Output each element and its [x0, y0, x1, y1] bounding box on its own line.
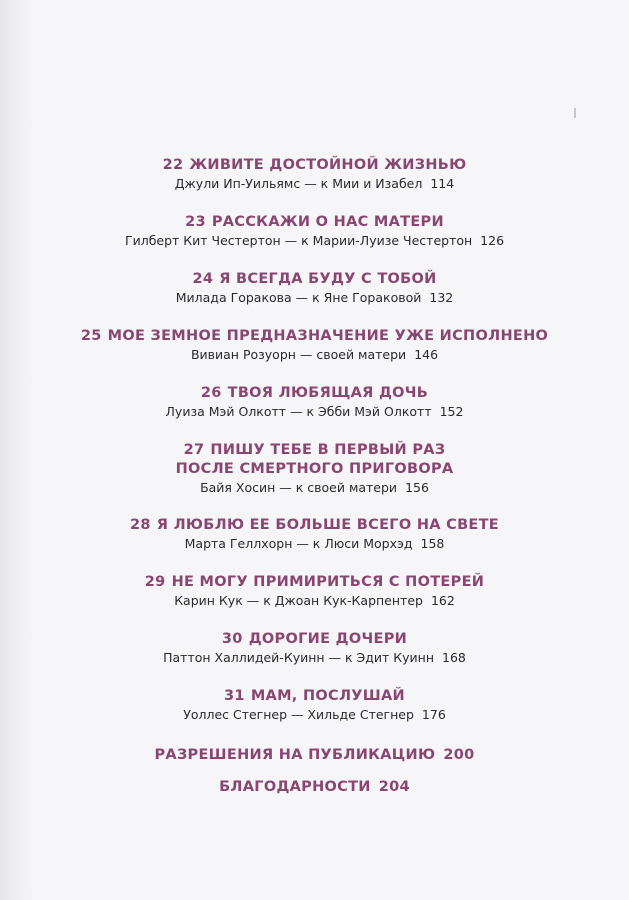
chapter-heading: [0, 270, 629, 289]
toc-entry-30[interactable]: [0, 630, 629, 687]
chapter-title: НЕ МОГУ ПРИМИРИТЬСЯ С ПОТЕРЕЙ: [171, 574, 485, 590]
toc-entry-26[interactable]: [0, 384, 629, 441]
chapter-subtitle: Уоллес Стегнер — Хильде Стегнер: [183, 707, 414, 722]
chapter-subtitle-line: [0, 232, 629, 250]
paper-mark: [574, 108, 576, 118]
chapter-number: 28: [129, 517, 151, 533]
chapter-title: ДОРОГИЕ ДОЧЕРИ: [248, 631, 408, 647]
chapter-subtitle-line: [0, 649, 629, 667]
chapter-subtitle-line: [0, 175, 629, 193]
page-number: 114: [430, 176, 455, 191]
back-matter-title: РАЗРЕШЕНИЯ НА ПУБЛИКАЦИЮ: [154, 747, 436, 763]
toc-entry-23[interactable]: [0, 213, 629, 270]
chapter-subtitle: Карин Кук — к Джоан Кук-Карпентер: [174, 593, 423, 608]
chapter-title: МАМ, ПОСЛУШАЙ: [250, 688, 405, 704]
page-number: 158: [420, 536, 445, 551]
page-number: 200: [443, 747, 475, 763]
toc-entry-24[interactable]: [0, 270, 629, 327]
page-number: 168: [442, 650, 466, 665]
chapter-heading: [0, 327, 629, 346]
chapter-subtitle-line: [0, 706, 629, 724]
toc-entry-acknowledgements[interactable]: [0, 779, 629, 809]
chapter-number: 29: [144, 574, 166, 590]
chapter-subtitle: Гилберт Кит Честертон — к Марии-Луизе Честертон: [124, 233, 473, 248]
page-number: 162: [430, 593, 455, 608]
page-number: 176: [421, 707, 446, 722]
chapter-subtitle: Байя Хосин — к своей матери: [200, 480, 398, 495]
table-of-contents: [0, 156, 629, 809]
chapter-title: МОЕ ЗЕМНОЕ ПРЕДНАЗНАЧЕНИЕ УЖЕ ИСПОЛНЕНО: [107, 328, 549, 344]
chapter-heading: [0, 213, 629, 232]
toc-entry-27[interactable]: [0, 441, 629, 516]
chapter-heading: [0, 441, 629, 460]
chapter-title: Я ВСЕГДА БУДУ С ТОБОЙ: [219, 271, 437, 287]
chapter-number: 23: [185, 214, 206, 230]
page-number: 132: [429, 290, 454, 305]
chapter-subtitle-line: [0, 535, 629, 553]
page-number: 126: [480, 233, 505, 248]
page-number: 204: [378, 779, 410, 795]
chapter-heading: [0, 384, 629, 403]
chapter-subtitle-line: [0, 346, 629, 364]
chapter-subtitle: Паттон Халлидей-Куинн — к Эдит Куинн: [163, 650, 435, 665]
chapter-title-line-2: ПОСЛЕ СМЕРТНОГО ПРИГОВОРА: [175, 461, 454, 477]
chapter-heading: [0, 516, 629, 535]
chapter-number: 22: [162, 157, 184, 173]
chapter-title: Я ЛЮБЛЮ ЕЕ БОЛЬШЕ ВСЕГО НА СВЕТЕ: [156, 517, 500, 533]
chapter-subtitle: Вивиан Розуорн — своей матери: [190, 347, 407, 362]
page-number: 152: [439, 404, 464, 419]
chapter-title: ПИШУ ТЕБЕ В ПЕРВЫЙ РАЗ: [210, 442, 446, 458]
chapter-subtitle-line: [0, 479, 629, 497]
chapter-heading: [0, 156, 629, 175]
chapter-number: 31: [224, 688, 245, 704]
chapter-subtitle: Джули Ип-Уильямс — к Мии и Изабел: [174, 176, 423, 191]
toc-entry-25[interactable]: [0, 327, 629, 384]
chapter-number: 30: [221, 631, 243, 647]
toc-entry-31[interactable]: [0, 687, 629, 744]
chapter-subtitle-line: [0, 289, 629, 307]
chapter-subtitle-line: [0, 592, 629, 610]
chapter-number: 27: [183, 442, 205, 458]
chapter-subtitle: Луиза Мэй Олкотт — к Эбби Мэй Олкотт: [165, 404, 432, 419]
chapter-title: РАССКАЖИ О НАС МАТЕРИ: [211, 214, 444, 230]
back-matter-title: БЛАГОДАРНОСТИ: [219, 779, 371, 795]
chapter-number: 25: [80, 328, 102, 344]
chapter-number: 26: [200, 385, 222, 401]
toc-entry-permissions[interactable]: [0, 747, 629, 779]
chapter-subtitle: Милада Горакова — к Яне Гораковой: [175, 290, 422, 305]
chapter-title: ЖИВИТЕ ДОСТОЙНОЙ ЖИЗНЬЮ: [189, 157, 467, 173]
chapter-subtitle: Марта Геллхорн — к Люси Морхэд: [184, 536, 413, 551]
chapter-heading: [0, 687, 629, 706]
toc-entry-29[interactable]: [0, 573, 629, 630]
page-number: 156: [405, 480, 429, 495]
chapter-title: ТВОЯ ЛЮБЯЩАЯ ДОЧЬ: [227, 385, 429, 401]
page-number: 146: [414, 347, 439, 362]
toc-entry-28[interactable]: [0, 516, 629, 573]
chapter-number: 24: [192, 271, 214, 287]
chapter-subtitle-line: [0, 403, 629, 421]
chapter-heading: [0, 630, 629, 649]
toc-entry-22[interactable]: [0, 156, 629, 213]
chapter-heading: [0, 573, 629, 592]
